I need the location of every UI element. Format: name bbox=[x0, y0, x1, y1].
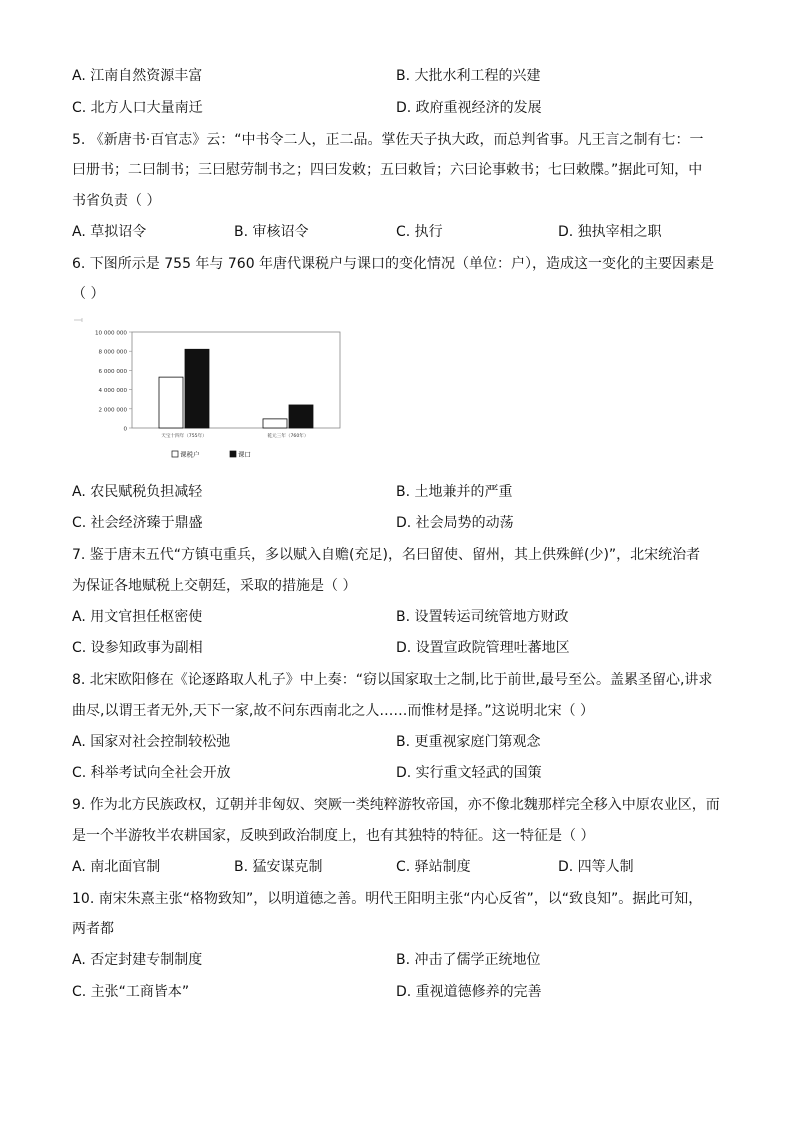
q7-option-b: B. 设置转运司统管地方财政 bbox=[396, 609, 569, 625]
q7-option-d: D. 设置宣政院管理吐蕃地区 bbox=[396, 640, 570, 656]
q6-stem-line2: （ ） bbox=[72, 286, 105, 302]
bar-chart-svg bbox=[72, 316, 352, 468]
q9-stem-line2: 是一个半游牧半农耕国家，反映到政治制度上，也有其独特的特征。这一特征是（ ） bbox=[72, 828, 595, 844]
q5-option-c: C. 执行 bbox=[396, 224, 443, 240]
q5-stem-line3: 书省负责（ ） bbox=[72, 193, 161, 209]
q7-stem-line1: 7. 鉴于唐末五代“方镇屯重兵，多以赋入自赡(充足)，名曰留使、留州，其上供殊鲜(少)”，北宋统治者 bbox=[72, 547, 701, 563]
q5-stem-line1: 5. 《新唐书·百官志》云：“中书令二人，正二品。掌佐天子执大政，而总判省事。凡王言之制有七：一 bbox=[72, 132, 704, 148]
q7-stem-line2: 为保证各地赋税上交朝廷，采取的措施是（ ） bbox=[72, 578, 357, 594]
q9-option-d: D. 四等人制 bbox=[558, 859, 634, 875]
q5-option-b: B. 审核诏令 bbox=[234, 224, 309, 240]
q8-option-a: A. 国家对社会控制较松弛 bbox=[72, 734, 231, 750]
legend-swatch bbox=[172, 451, 178, 457]
legend-swatch bbox=[230, 451, 236, 457]
y-tick-label: 4 000 000 bbox=[98, 388, 127, 395]
q10-option-b: B. 冲击了儒学正统地位 bbox=[396, 952, 541, 968]
x-tick-label: 天宝十四年（755年） bbox=[161, 434, 207, 439]
q5-option-a: A. 草拟诏令 bbox=[72, 224, 147, 240]
q7-option-c: C. 设参知政事为副相 bbox=[72, 640, 203, 656]
q4-option-d: D. 政府重视经济的发展 bbox=[396, 100, 542, 116]
q6-option-d: D. 社会局势的动荡 bbox=[396, 515, 514, 531]
q8-stem-line1: 8. 北宋欧阳修在《论逐路取人札子》中上奏：“窃以国家取士之制,比于前世,最号至公。盖累圣留心,讲求 bbox=[72, 672, 713, 688]
x-tick-label: 乾元三年（760年） bbox=[267, 434, 309, 439]
q9-option-b: B. 猛安谋克制 bbox=[234, 859, 323, 875]
bar bbox=[263, 419, 287, 428]
q8-stem-line2: 曲尽,以谓王者无外,天下一家,故不问东西南北之人……而惟材是择。”这说明北宋（ ） bbox=[72, 703, 595, 719]
q10-stem-line1: 10. 南宋朱熹主张“格物致知”，以明道德之善。明代王阳明主张“内心反省”，以“致良知”。据此可知， bbox=[72, 891, 703, 907]
q4-option-b: B. 大批水利工程的兴建 bbox=[396, 68, 541, 84]
q8-option-b: B. 更重视家庭门第观念 bbox=[396, 734, 541, 750]
q10-option-a: A. 否定封建专制制度 bbox=[72, 952, 203, 968]
q10-stem-line2: 两者都 bbox=[72, 921, 114, 937]
q8-option-c: C. 科举考试向全社会开放 bbox=[72, 765, 231, 781]
q6-option-c: C. 社会经济臻于鼎盛 bbox=[72, 515, 203, 531]
q4-option-c: C. 北方人口大量南迁 bbox=[72, 100, 203, 116]
y-tick-label: 0 bbox=[123, 426, 127, 433]
q7-option-a: A. 用文官担任枢密使 bbox=[72, 609, 203, 625]
q9-option-a: A. 南北面官制 bbox=[72, 859, 161, 875]
q6-option-a: A. 农民赋税负担减轻 bbox=[72, 484, 203, 500]
q5-stem-line2: 曰册书；二曰制书；三曰慰劳制书之；四曰发敕；五曰敕旨；六曰论事敕书；七曰敕牒。”据此可知，中 bbox=[72, 162, 703, 178]
bar bbox=[159, 377, 183, 428]
legend-label: 课口 bbox=[238, 450, 251, 459]
q6-option-b: B. 土地兼并的严重 bbox=[396, 484, 513, 500]
q10-option-d: D. 重视道德修养的完善 bbox=[396, 984, 542, 1000]
y-tick-label: 6 000 000 bbox=[98, 368, 127, 375]
y-tick-label: 10 000 000 bbox=[94, 330, 127, 337]
q4-option-a: A. 江南自然资源丰富 bbox=[72, 68, 203, 84]
legend-label: 课税户 bbox=[180, 450, 200, 459]
q6-stem-line1: 6. 下图所示是 755 年与 760 年唐代课税户与课口的变化情况（单位：户），造成这一变化的主要因素是 bbox=[72, 256, 715, 272]
q8-option-d: D. 实行重文轻武的国策 bbox=[396, 765, 542, 781]
bar bbox=[185, 349, 209, 428]
y-tick-label: 2 000 000 bbox=[98, 407, 127, 414]
q10-option-c: C. 主张“工商皆本” bbox=[72, 984, 190, 1000]
q6-bar-chart bbox=[72, 316, 352, 468]
bar bbox=[289, 405, 313, 428]
q5-option-d: D. 独执宰相之职 bbox=[558, 224, 662, 240]
q9-option-c: C. 驿站制度 bbox=[396, 859, 471, 875]
q9-stem-line1: 9. 作为北方民族政权，辽朝并非匈奴、突厥一类纯粹游牧帝国，亦不像北魏那样完全移入中原农业区，而 bbox=[72, 797, 720, 813]
y-tick-label: 8 000 000 bbox=[98, 349, 127, 356]
